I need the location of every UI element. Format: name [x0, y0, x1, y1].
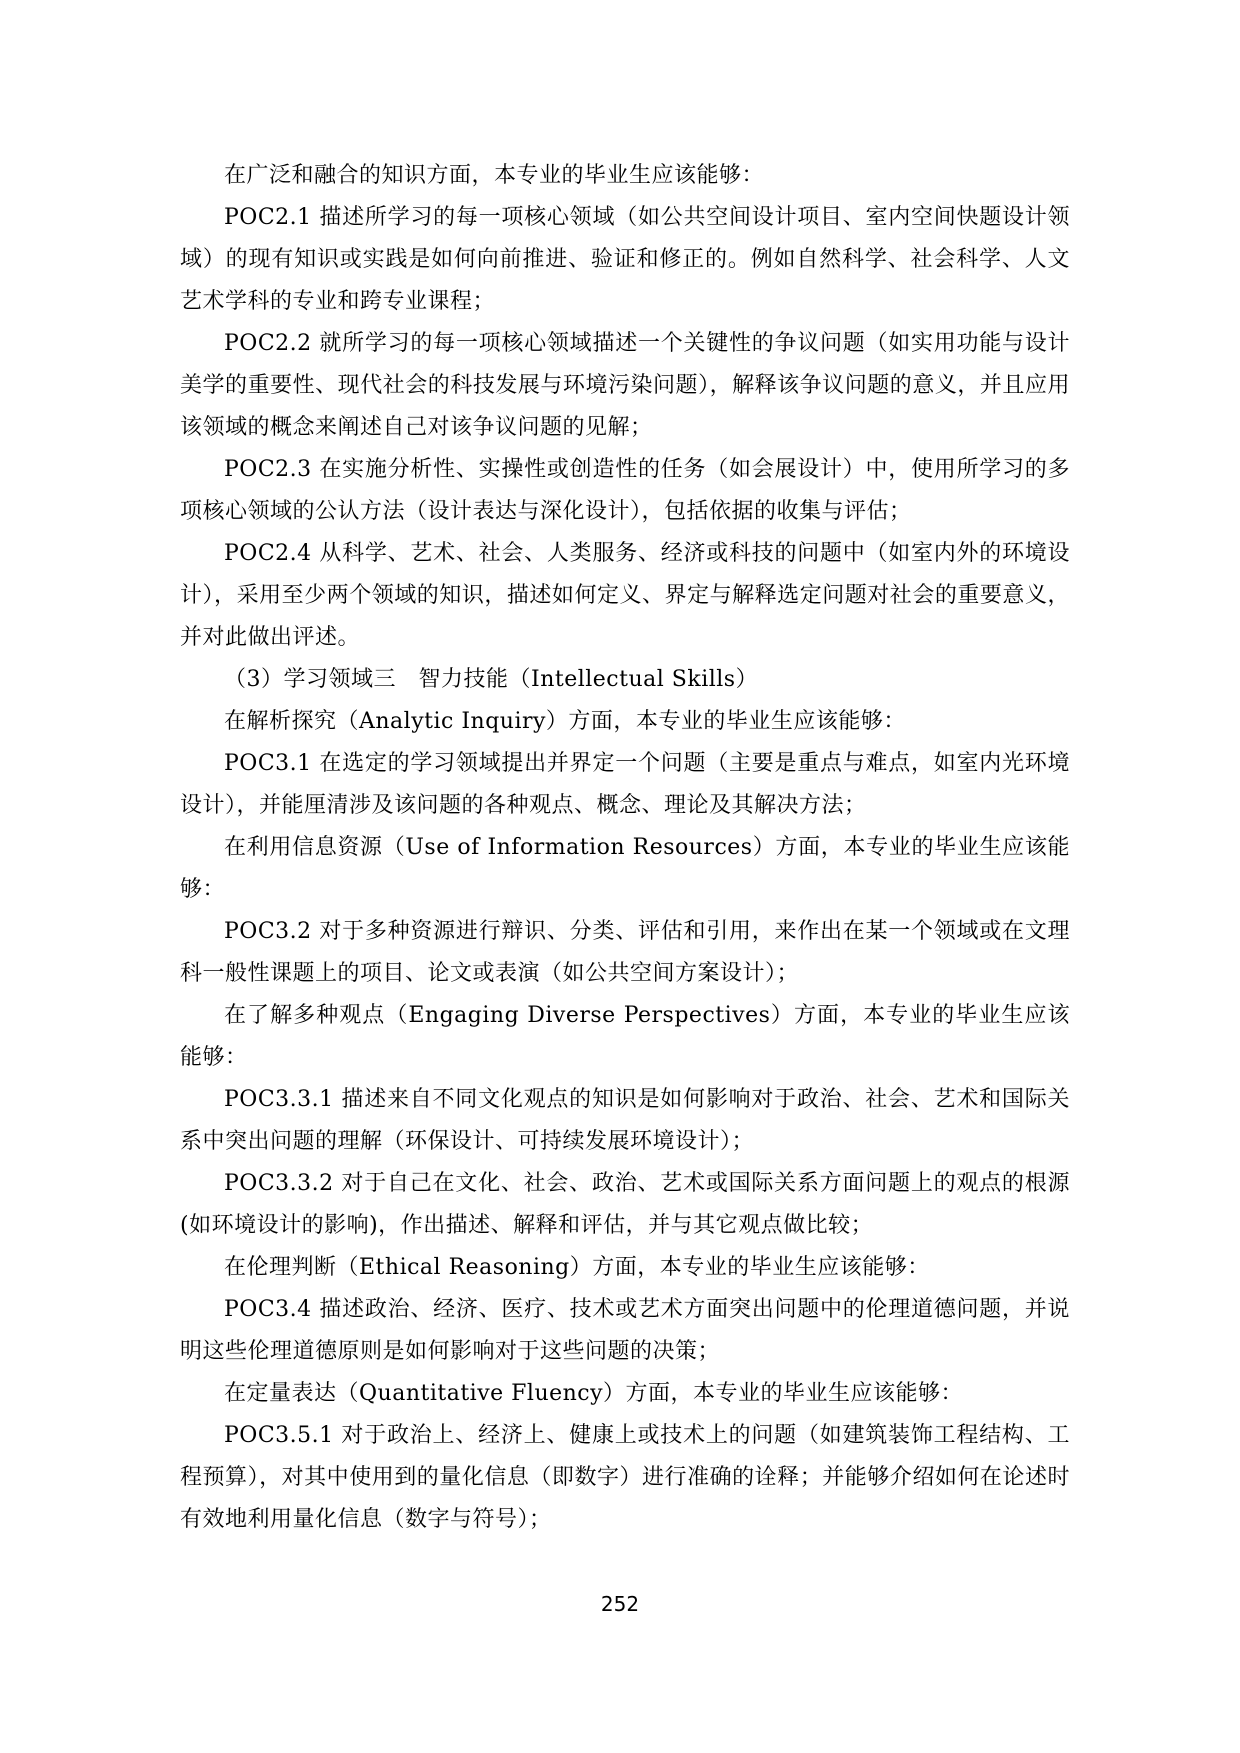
paragraph-poc3-3-1: POC3.3.1 描述来自不同文化观点的知识是如何影响对于政治、社会、艺术和国际关系中突出问题的理解（环保设计、可持续发展环境设计）；: [180, 1087, 1070, 1154]
paragraph-poc3-3-2: POC3.3.2 对于自己在文化、社会、政治、艺术或国际关系方面问题上的观点的根源(如环境设计的影响)，作出描述、解释和评估，并与其它观点做比较；: [180, 1171, 1070, 1238]
paragraph-poc3-4: POC3.4 描述政治、经济、医疗、技术或艺术方面突出问题中的伦理道德问题，并说明这些伦理道德原则是如何影响对于这些问题的决策；: [180, 1297, 1070, 1364]
paragraph-diverse-perspectives-intro: 在了解多种观点（Engaging Diverse Perspectives）方面，本专业的毕业生应该能够：: [180, 1003, 1070, 1070]
paragraph-quantitative-fluency-intro: 在定量表达（Quantitative Fluency）方面，本专业的毕业生应该能够：: [224, 1381, 964, 1406]
paragraph-poc2-3: POC2.3 在实施分析性、实操性或创造性的任务（如会展设计）中，使用所学习的多项核心领域的公认方法（设计表达与深化设计），包括依据的收集与评估；: [180, 457, 1070, 524]
document-body: [180, 155, 1070, 1541]
section-heading-intellectual-skills: （3）学习领域三 智力技能（Intellectual Skills）: [224, 667, 759, 692]
paragraph-analytic-inquiry-intro: 在解析探究（Analytic Inquiry）方面，本专业的毕业生应该能够：: [224, 709, 906, 734]
page-number: 252: [600, 1592, 640, 1616]
paragraph-poc2-1: POC2.1 描述所学习的每一项核心领域（如公共空间设计项目、室内空间快题设计领域）的现有知识或实践是如何向前推进、验证和修正的。例如自然科学、社会科学、人文艺术学科的专业和跨专业课程；: [180, 205, 1070, 314]
paragraph-poc3-5-1: POC3.5.1 对于政治上、经济上、健康上或技术上的问题（如建筑装饰工程结构、工程预算），对其中使用到的量化信息（即数字）进行准确的诠释；并能够介绍如何在论述时有效地利用量化信息（数字与符号）；: [180, 1423, 1070, 1532]
paragraph-poc2-2: POC2.2 就所学习的每一项核心领域描述一个关键性的争议问题（如实用功能与设计美学的重要性、现代社会的科技发展与环境污染问题），解释该争议问题的意义，并且应用该领域的概念来阐述自己对该争议问题的见解；: [180, 331, 1070, 440]
paragraph-knowledge-intro: 在广泛和融合的知识方面，本专业的毕业生应该能够：: [224, 163, 765, 188]
paragraph-poc3-1: POC3.1 在选定的学习领域提出并界定一个问题（主要是重点与难点，如室内光环境设计），并能厘清涉及该问题的各种观点、概念、理论及其解决方法；: [180, 751, 1070, 818]
paragraph-information-resources-intro: 在利用信息资源（Use of Information Resources）方面，本专业的毕业生应该能够：: [180, 835, 1070, 902]
paragraph-poc3-2: POC3.2 对于多种资源进行辩识、分类、评估和引用，来作出在某一个领域或在文理科一般性课题上的项目、论文或表演（如公共空间方案设计）；: [180, 919, 1070, 986]
paragraph-ethical-reasoning-intro: 在伦理判断（Ethical Reasoning）方面，本专业的毕业生应该能够：: [224, 1255, 930, 1280]
paragraph-poc2-4: POC2.4 从科学、艺术、社会、人类服务、经济或科技的问题中（如室内外的环境设计），采用至少两个领域的知识，描述如何定义、界定与解释选定问题对社会的重要意义，并对此做出评述。: [180, 541, 1070, 650]
